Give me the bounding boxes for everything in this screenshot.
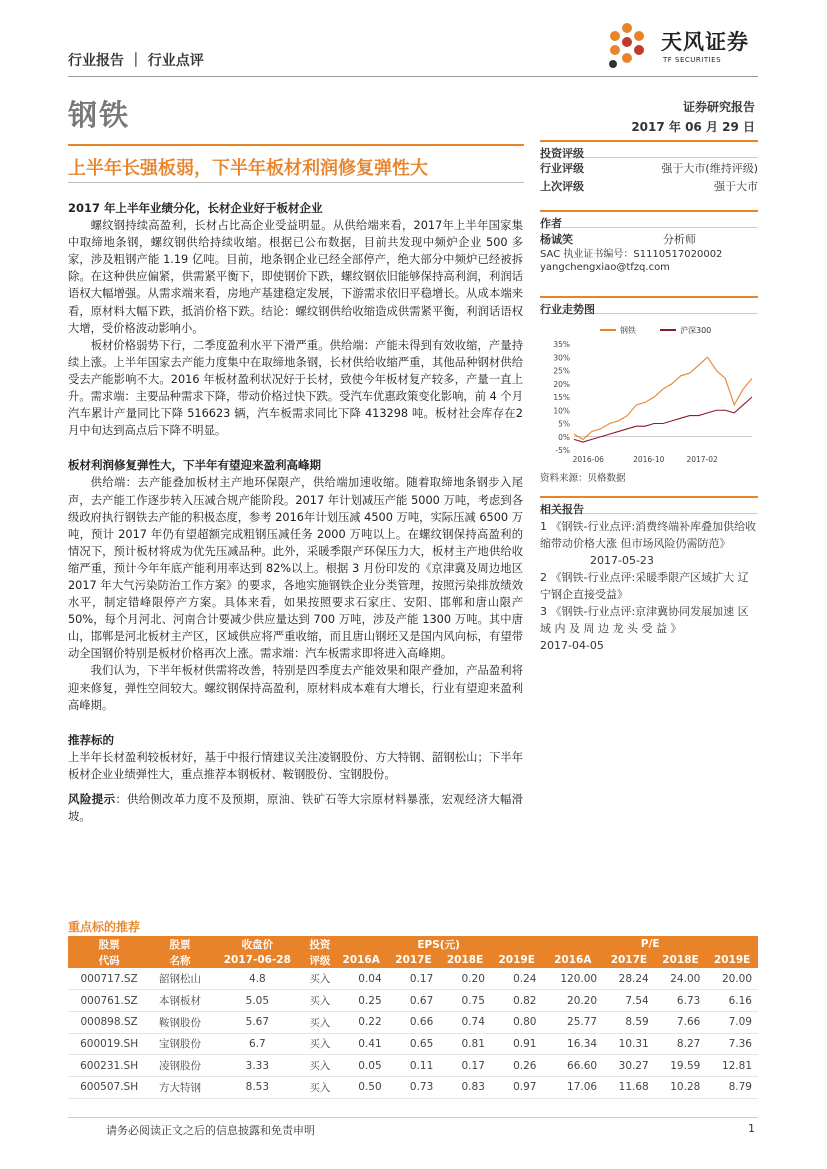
table-subheader: 2017E xyxy=(603,952,655,968)
table-header: 投资 xyxy=(305,936,335,952)
table-subheader: 2018E xyxy=(439,952,491,968)
y-tick-label: 20% xyxy=(553,379,570,389)
table-cell: 6.73 xyxy=(655,990,707,1012)
table-cell: 0.75 xyxy=(439,990,491,1012)
table-cell: 20.00 xyxy=(706,968,758,990)
table-cell: 12.81 xyxy=(706,1055,758,1077)
table-cell: 6.7 xyxy=(210,1033,305,1055)
table-header: P/E xyxy=(543,936,759,952)
table-cell: 0.11 xyxy=(388,1055,440,1077)
table-cell: 5.67 xyxy=(210,1011,305,1033)
table-cell: 0.22 xyxy=(335,1011,388,1033)
paragraph: 板材价格弱势下行，二季度盈利水平下滑严重。供给端：产能未得到有效收缩，产量持续上涨。上半年国家去产能力度集中在取缔地条钢，长材供给收缩严重，其他品种钢材供给受去产能影响不大。2016 年板材盈利状况好于长材，致使今年板材复产较多，产量一直上升。需求端：主要品种需求下降，带动价格过快下跌。受汽车优惠政策变化影响，前 4 个月汽车累计产量同比下降 516623 辆，汽车板需求同比下降 413298 吨。板材社会库存在2 月中旬达到高点后下降不明显。 xyxy=(68,338,523,438)
paragraph: 我们认为，下半年板材供需将改善，特别是四季度去产能效果和限产叠加，产品盈利将迎来修复，弹性空间较大。螺纹钢保持高盈利，原材料成本难有大增长，行业有望迎来盈利高峰期。 xyxy=(68,664,523,712)
table-cell: 11.68 xyxy=(603,1076,655,1098)
brand-name-cn: 天风证券 xyxy=(661,30,749,54)
table-cell: 25.77 xyxy=(543,1011,604,1033)
x-tick-label: 2017-02 xyxy=(686,455,718,464)
chart-series xyxy=(574,357,752,442)
table-cell: 4.8 xyxy=(210,968,305,990)
logo-icon xyxy=(605,22,655,70)
table-subheader: 评级 xyxy=(305,952,335,968)
table-cell: 000717.SZ xyxy=(68,968,150,990)
table-cell: 000761.SZ xyxy=(68,990,150,1012)
table-cell: 7.36 xyxy=(706,1033,758,1055)
table-cell: 0.73 xyxy=(388,1076,440,1098)
table-cell: 0.04 xyxy=(335,968,388,990)
brand-logo xyxy=(605,22,765,72)
table-cell: 8.79 xyxy=(706,1076,758,1098)
report-date: 2017 年 06 月 29 日 xyxy=(631,120,755,134)
table-cell: 0.65 xyxy=(388,1033,440,1055)
table-cell: 24.00 xyxy=(655,968,707,990)
y-tick-label: 10% xyxy=(553,406,570,416)
table-cell: 买入 xyxy=(305,1033,335,1055)
table-subheader: 名称 xyxy=(150,952,210,968)
y-tick-label: 35% xyxy=(553,340,570,349)
table-row xyxy=(68,1076,758,1098)
table-cell: 0.82 xyxy=(491,990,543,1012)
table-cell: 8.59 xyxy=(603,1011,655,1033)
y-tick-label: 25% xyxy=(553,366,570,376)
rating-panel xyxy=(540,140,758,196)
risk-label: 风险提示 xyxy=(68,792,116,806)
table-row xyxy=(68,990,758,1012)
table-cell: 600231.SH xyxy=(68,1055,150,1077)
table-subheader: 2016A xyxy=(543,952,604,968)
risk-text: ：供给侧改革力度不及预期，原油、铁矿石等大宗原材料暴涨，宏观经济大幅滑坡。 xyxy=(68,793,523,824)
table-subheader-row xyxy=(68,952,758,968)
y-tick-label: 15% xyxy=(553,393,570,402)
table-row xyxy=(68,1033,758,1055)
section-title: 板材利润修复弹性大，下半年有望迎来盈利高峰期 xyxy=(68,458,321,473)
x-tick-label: 2016-10 xyxy=(633,455,665,464)
table-cell: 5.05 xyxy=(210,990,305,1012)
chart-source: 资料来源：贝格数据 xyxy=(540,473,626,484)
author-name: 杨诚笑 xyxy=(540,233,573,246)
table-header: 股票 xyxy=(150,936,210,952)
prev-rating-value: 强于大市 xyxy=(714,180,758,193)
y-tick-label: -5% xyxy=(555,446,570,455)
table-cell: 600507.SH xyxy=(68,1076,150,1098)
table-cell: 本钢板材 xyxy=(150,990,210,1012)
series-line-steel xyxy=(574,357,752,439)
table-cell: 6.16 xyxy=(706,990,758,1012)
prev-rating-label: 上次评级 xyxy=(540,180,584,193)
table-subheader: 2016A xyxy=(335,952,388,968)
table-cell: 买入 xyxy=(305,990,335,1012)
y-tick-label: 5% xyxy=(558,419,570,429)
footer-divider xyxy=(68,1117,758,1118)
table-subheader: 2019E xyxy=(491,952,543,968)
table-cell: 10.31 xyxy=(603,1033,655,1055)
table-cell: 0.20 xyxy=(439,968,491,990)
table-cell: 凌钢股份 xyxy=(150,1055,210,1077)
table-cell: 20.20 xyxy=(543,990,604,1012)
risk-paragraph xyxy=(68,791,523,825)
y-tick-label: 0% xyxy=(558,432,570,442)
related-title: 1 《钢铁-行业点评:消费终端补库叠加供给收缩带动价格大涨 但市场风险仍需防范》 xyxy=(540,520,757,550)
table-header: EPS(元) xyxy=(335,936,543,952)
table-cell: 韶钢松山 xyxy=(150,968,210,990)
table-cell: 0.26 xyxy=(491,1055,543,1077)
table-title: 重点标的推荐 xyxy=(68,920,141,934)
rating-heading: 投资评级 xyxy=(540,140,758,158)
related-title: 2 《钢铁-行业点评:采暖季限产区域扩大 辽宁钢企直接受益》 xyxy=(540,571,749,601)
paragraph: 上半年长材盈利较板材好，基于中报行情建议关注凌钢股份、方大特钢、韶钢松山；下半年板材企业业绩弹性大，重点推荐本钢板材、鞍钢股份、宝钢股份。 xyxy=(68,750,523,781)
paragraph: 螺纹钢持续高盈利，长材占比高企业受益明显。从供给端来看，2017年上半年国家集中取缔地条钢，螺纹钢供给持续收缩。根据已公布数据，目前共发现中频炉企业 500 多家，涉及粗钢产能 1.19 亿吨。目前，地条钢企业已经全部停产，绝大部分中频炉已经被拆除。在这种供应偏紧，供需紧平衡下，即使钢价下跌，螺纹钢依旧能够保持高利润，利润话语权大幅增强。从需求端来看，房地产基建稳定发展，下游需求依旧平稳增长。从成本端来看，原材料大幅下跌，抵消价格下跌。结论：螺纹钢供给收缩造成供需紧平衡，利润话语权大增，受价格波动影响小。 xyxy=(68,219,523,335)
header-divider xyxy=(68,76,758,77)
chart-x-axis xyxy=(573,455,718,464)
table-cell: 0.81 xyxy=(439,1033,491,1055)
table-cell: 买入 xyxy=(305,968,335,990)
table-cell: 0.50 xyxy=(335,1076,388,1098)
x-tick-label: 2016-06 xyxy=(572,455,604,464)
headline-divider xyxy=(68,182,524,183)
related-heading: 相关报告 xyxy=(540,496,758,514)
related-panel xyxy=(540,496,758,654)
table-cell: 0.05 xyxy=(335,1055,388,1077)
table-cell: 28.24 xyxy=(603,968,655,990)
table-subheader: 2017-06-28 xyxy=(210,952,305,968)
legend-label: 沪深300 xyxy=(680,326,712,335)
chart-legend xyxy=(600,325,711,335)
main-body xyxy=(68,200,523,825)
table-cell: 0.80 xyxy=(491,1011,543,1033)
author-row xyxy=(540,232,758,248)
table-cell: 0.41 xyxy=(335,1033,388,1055)
table-cell: 0.91 xyxy=(491,1033,543,1055)
recommendation-table xyxy=(68,936,758,1099)
table-subheader: 2019E xyxy=(706,952,758,968)
author-role: 分析师 xyxy=(663,233,696,246)
related-date: 2017-05-23 xyxy=(590,554,654,567)
section-title: 2017 年上半年业绩分化，长材企业好于板材企业 xyxy=(68,201,323,215)
table-cell: 鞍钢股份 xyxy=(150,1011,210,1033)
table-cell: 120.00 xyxy=(543,968,604,990)
related-item[interactable] xyxy=(540,569,758,603)
table-cell: 0.97 xyxy=(491,1076,543,1098)
table-row xyxy=(68,1011,758,1033)
table-cell: 0.74 xyxy=(439,1011,491,1033)
author-panel xyxy=(540,210,758,274)
table-cell: 000898.SZ xyxy=(68,1011,150,1033)
report-type: 证券研究报告 xyxy=(682,100,755,114)
table-cell: 600019.SH xyxy=(68,1033,150,1055)
table-cell: 买入 xyxy=(305,1055,335,1077)
related-title: 3 《钢铁-行业点评:京津冀协同发展加速 区 域 内 及 周 边 龙 头 受 益 》 xyxy=(540,605,749,635)
table-cell: 宝钢股份 xyxy=(150,1033,210,1055)
sector-title: 钢铁 xyxy=(68,98,131,132)
table-subheader: 代码 xyxy=(68,952,150,968)
table-cell: 3.33 xyxy=(210,1055,305,1077)
table-cell: 0.66 xyxy=(388,1011,440,1033)
trend-heading: 行业走势图 xyxy=(540,296,758,314)
table-cell: 0.25 xyxy=(335,990,388,1012)
table-subheader: 2018E xyxy=(655,952,707,968)
table-header: 股票 xyxy=(68,936,150,952)
table-cell: 8.53 xyxy=(210,1076,305,1098)
table-cell: 7.09 xyxy=(706,1011,758,1033)
table-cell: 30.27 xyxy=(603,1055,655,1077)
table-header-row xyxy=(68,936,758,952)
table-row xyxy=(68,1055,758,1077)
table-cell: 10.28 xyxy=(655,1076,707,1098)
brand-name-en: TF SECURITIES xyxy=(663,56,722,64)
table-cell: 7.54 xyxy=(603,990,655,1012)
page-number: 1 xyxy=(748,1122,755,1135)
rating-value: 强于大市(维持评级) xyxy=(661,162,758,175)
related-item[interactable] xyxy=(540,603,758,654)
table-cell: 19.59 xyxy=(655,1055,707,1077)
headline: 上半年长强板弱，下半年板材利润修复弹性大 xyxy=(68,158,428,179)
author-email[interactable]: yangchengxiao@tfzq.com xyxy=(540,262,670,273)
industry-trend-chart xyxy=(540,318,758,468)
table-cell: 17.06 xyxy=(543,1076,604,1098)
trend-panel xyxy=(540,296,758,314)
table-cell: 16.34 xyxy=(543,1033,604,1055)
table-cell: 方大特钢 xyxy=(150,1076,210,1098)
table-row xyxy=(68,968,758,990)
table-cell: 66.60 xyxy=(543,1055,604,1077)
table-cell: 0.67 xyxy=(388,990,440,1012)
series-line-hs300 xyxy=(574,397,752,442)
table-cell: 0.17 xyxy=(439,1055,491,1077)
table-cell: 7.66 xyxy=(655,1011,707,1033)
table-cell: 买入 xyxy=(305,1076,335,1098)
headline-rule xyxy=(68,144,524,146)
rating-label: 行业评级 xyxy=(540,162,584,175)
author-heading: 作者 xyxy=(540,210,758,228)
table-subheader: 2017E xyxy=(388,952,440,968)
section-title: 推荐标的 xyxy=(68,732,114,747)
related-item[interactable] xyxy=(540,518,758,569)
report-category: 行业报告 ｜ 行业点评 xyxy=(68,53,204,69)
author-cert: SAC 执业证书编号：S1110517020002 xyxy=(540,249,723,260)
disclaimer-footer: 请务必阅读正文之后的信息披露和免责申明 xyxy=(106,1124,315,1137)
y-tick-label: 30% xyxy=(553,353,570,363)
paragraph: 供给端：去产能叠加板材主产地环保限产，供给端加速收缩。随着取缔地条钢步入尾声，去产能工作逐步转入压减合规产能阶段。2017 年计划减压产能 5000 万吨，考虑到各级政府执行钢铁去产能的积极态度，参考 2016年计划压减 4500 万吨，实际压减 6500 万吨，预计 2017 年仍有望超额完成粗钢压减任务 2000 万吨以上。在螺纹钢保持高盈利的情况下，预计板材将成为优先压减品种。此外，采暖季限产环保压力大，板材主产地供给收缩严重，预计今年年底产能利用率达到 82%以上。根据 3 月份印发的《京津冀及周边地区 2017 年大气污染防治工作方案》的要求，各地实施钢铁企业分类管理，按照污染排放绩效水平，制定错峰限停产方案。具体来看，如果按照要求石家庄、安阳、邯郸和唐山限产 50%，每个月河北、河南合计要减少供应量达到 700 万吨，涉及产能 1300 万吨。其中唐山，邯郸是河北板材主产区，区域供应将严重收缩，而且唐山钢坯又是国内风向标，有望带动全国钢价特别是板材价格再次上涨。需求端：汽车板需求即将进入高峰期。 xyxy=(68,476,523,661)
table-cell: 8.27 xyxy=(655,1033,707,1055)
table-cell: 0.83 xyxy=(439,1076,491,1098)
legend-label: 钢铁 xyxy=(620,326,636,335)
rating-row xyxy=(540,160,758,178)
prev-rating-row xyxy=(540,178,758,196)
related-date: 2017-04-05 xyxy=(540,639,604,652)
table-cell: 0.17 xyxy=(388,968,440,990)
table-cell: 0.24 xyxy=(491,968,543,990)
table-header: 收盘价 xyxy=(210,936,305,952)
table-cell: 买入 xyxy=(305,1011,335,1033)
